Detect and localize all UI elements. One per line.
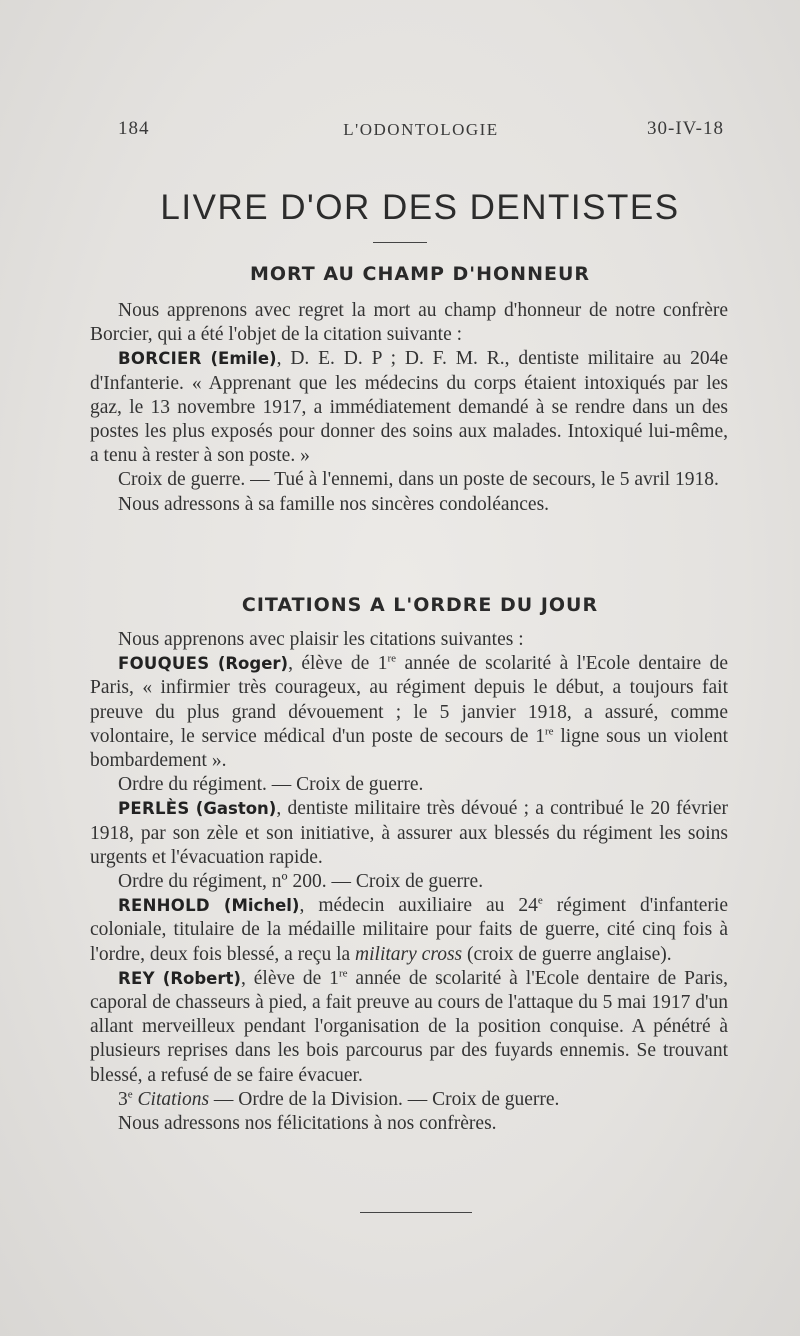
fouques-sup-2: re [544,725,554,738]
fouques-text-2: année de scolarité à l'Ecole dentaire de Paris, « infirmier très courageux, au régiment depuis le début, a toujours fait preuve du plus grand dévouement ; le 5 janvier 1918, a assuré, comme volontaire, le service médical d'un poste de secours de 1 [90,653,729,747]
entry-firstname: (Emile) [210,349,277,369]
citations-intro: Nous apprenons avec plaisir les citations suivantes : [118,629,524,650]
fouques-sup-1: re [387,652,397,665]
renhold-italic: military cross [355,943,463,965]
perles-award: Ordre du régiment, nº 200. — Croix de guerre. [118,871,484,893]
issue-date: 30-IV-18 [647,118,724,139]
renhold-text-1: , médecin auxiliaire au 24 [299,895,538,917]
fouques-text-1: , élève de 1 [288,653,388,675]
renhold-name: RENHOLD [118,896,210,916]
renhold-text-3: (croix de guerre anglaise). [462,943,672,965]
rey-name: REY [118,968,155,988]
rey-award-italic: Citations [137,1088,210,1110]
section-heading-death: MORT AU CHAMP D'HONNEUR [249,263,591,285]
rey-text-2: année de scolarité à l'Ecole dentaire de Paris, caporal de chasseurs à pied, a fait preuve au cours de l'attaque du 5 mai 1917 d'un allant merveilleux pendant l'organisation de la position conquise. A pénétré à plusieurs reprises dans les bois parcourus par des fuyards ennemis. Se trouvant blessé, a refusé de se faire évacuer. [90,967,728,1086]
title-rule [373,242,427,243]
rey-award [90,1088,728,1112]
death-condolences: Nous adressons à sa famille nos sincères condoléances. [118,493,550,515]
closing-line: Nous adressons nos félicitations à nos confrères. [118,1113,497,1135]
section-citations-body [90,628,728,1136]
entry-name: BORCIER [118,349,202,369]
section-heading-citations: CITATIONS A L'ORDRE DU JOUR [241,594,599,616]
perles-text: , dentiste militaire très dévoué ; a contribué le 20 février 1918, par son zèle et son initiative, à assurer aux blessés du régiment les soins urgents et l'évacuation rapide. [90,798,729,868]
rey-sup: re [338,967,348,980]
fouques-award: Ordre du régiment. — Croix de guerre. [118,774,424,796]
journal-name: L'ODONTOLOGIE [343,120,499,139]
renhold-firstname: (Michel) [223,896,300,916]
rey-award-post: — Ordre de la Division. — Croix de guerre. [209,1088,560,1110]
perles-firstname: (Gaston) [195,799,277,819]
closing-rule [360,1212,472,1213]
citation-renhold [90,894,728,967]
page-number: 184 [118,118,150,139]
death-intro: Nous apprenons avec regret la mort au champ d'honneur de notre confrère Borcier, qui a été l'objet de la citation suivante : [90,300,728,346]
death-entry [90,347,728,468]
page-title: LIVRE D'OR DES DENTISTES [160,188,680,227]
rey-firstname: (Robert) [162,968,241,988]
rey-award-pre: 3 [118,1088,128,1110]
fouques-name: FOUQUES [118,654,210,674]
perles-name: PERLÈS [118,799,190,819]
citation-perles [90,797,728,870]
death-award: Croix de guerre. — Tué à l'ennemi, dans un poste de secours, le 5 avril 1918. [118,469,719,491]
rey-text-1: , élève de 1 [240,967,339,989]
fouques-text-3: ligne sous un violent bombardement ». [90,725,729,772]
renhold-sup: e [537,894,543,907]
rey-award-sup: e [127,1088,133,1101]
entry-text: , D. E. D. P ; D. F. M. R., dentiste militaire au 204e d'Infanterie. « Apprenant que les médecins du corps étaient intoxiqués par les gaz, le 13 novembre 1917, a immédiatement demandé à se rendre dans un des postes les plus exposés pour donner des soins aux malades. Intoxiqué lui-même, a tenu à rester à son poste. » [90,348,729,467]
citation-rey [90,967,728,1088]
renhold-text-2: régiment d'infanterie coloniale, titulaire de la médaille militaire pour faits de guerre, cité cinq fois à l'ordre, deux fois blessé, a reçu la [90,895,728,965]
section-death-body [90,299,728,517]
citation-fouques [90,652,728,773]
fouques-firstname: (Roger) [217,654,289,674]
